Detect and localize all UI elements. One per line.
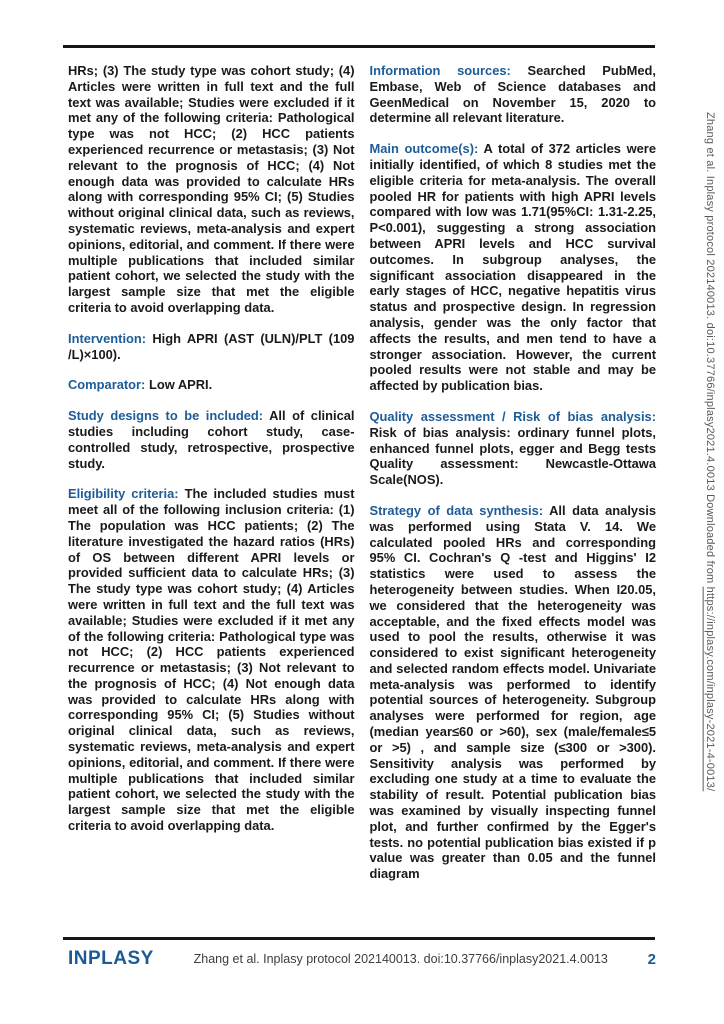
section-study-designs [68,408,355,471]
top-divider [63,45,655,48]
section-text: A total of 372 articles were initially identified, of which 8 studies met the eligible criteria for meta-analysis. The overall pooled HR for patients with high APRI levels compared with low was 1.71(95%CI: 1.31-2.25, P<0.001), suggesting a strong association between APRI levels and HCC survival outcomes. In subgroup analyses, the significant association disappeared in the early stages of HCC, negative hepatitis virus status and prospective design. In regression analysis, gender was the only factor that affects the results, and men tend to have a stronger association. However, the current pooled results were not stable and may be affected by publication bias. [369,141,656,394]
section-label: Information sources: [369,63,511,78]
vertical-citation-text: Zhang et al. Inplasy protocol 202140013. doi:10.37766/inplasy2021.4.0013 Downloaded from [704,112,716,587]
section-label: Strategy of data synthesis: [369,502,544,518]
page-number: 2 [647,950,656,968]
section-label: Eligibility criteria: [68,486,179,502]
bottom-divider [63,937,655,940]
section-information-sources [370,63,657,126]
section-text: High APRI (AST (ULN)/PLT (109 /L)×100). [68,330,355,362]
section-comparator [68,377,355,393]
page-footer [68,948,656,970]
section-strategy-data-synthesis [370,503,657,882]
section-eligibility-criteria [68,486,355,834]
right-column [370,63,657,882]
continuation-paragraph [68,63,355,316]
section-intervention [68,331,355,363]
section-text: Searched PubMed, Embase, Web of Science databases and GeenMedical on November 15, 2020 to determine all relevant literature. [369,63,656,126]
section-label: Study designs to be included: [68,408,264,424]
section-text: The included studies must meet all of the following inclusion criteria: (1) The population was HCC patients; (2) The literature investigated the hazard ratios (HRs) of OS between different APRI levels or provided sufficient data to calculate HRs; (3) The study type was cohort study; (4) Articles were written in full text and the full text was available; Studies were excluded if it met any of the following criteria: Pathological type was not HCC; (2) HCC patients experienced recurrence or metastasis; (3) Not relevant to the prognosis of HCC; (4) Not enough data was provided to calculate HRs along with corresponding 95% CI; (5) Studies without original clinical data, such as reviews, systematic reviews, meta-analysis and expert opinions, editorial, and comment. If there were multiple publications that included similar patient cohort, we selected the study with the largest sample size that met the eligible criteria to avoid overlapping data. [68,486,355,834]
section-label: Comparator: [68,377,146,393]
section-text: Risk of bias analysis: ordinary funnel plots, enhanced funnel plots, egger and Begg tests Quality assessment: Newcastle-Ottawa Scale(NOS). [369,424,656,488]
section-text: All of clinical studies including cohort study, case-controlled study, retrospective, prospective study. [68,408,355,471]
section-label: Intervention: [68,330,147,346]
page-content [68,63,656,882]
section-label: Quality assessment / Risk of bias analysis: [369,408,656,424]
section-text: Low APRI. [148,377,213,393]
footer-citation: Zhang et al. Inplasy protocol 202140013. doi:10.37766/inplasy2021.4.0013 [193,952,608,966]
inplasy-logo: INPLASY [68,948,154,969]
section-text: All data analysis was performed using Stata V. 14. We calculated pooled HRs and corresponding 95% CI. Cochran's Q -test and Higgins' I2 statistics were used to assess the heterogeneity between studies. When I20.05, we considered that the heterogeneity was acceptable, and the fixed effects model was used to pool the results, otherwise it was considered to exist significant heterogeneity and selected random effects model. Univariate meta-analysis was performed to identify potential sources of heterogeneity. Subgroup analyses were performed for region, age (median year≤60 or >60), sex (male/female≤5 or >5) , and sample size (≤300 or >300). Sensitivity analysis was performed by excluding one study at a time to evaluate the stability of result. Potential publication bias was examined by visually inspecting funnel plot, and further confirmed by the Egger's tests. no potential publication bias existed if p value was greater than 0.05 and the funnel diagram [369,502,656,882]
section-main-outcomes [370,141,657,394]
section-text: HRs; (3) The study type was cohort study; (4) Articles were written in full text and the full text was available; Studies were excluded if it met any of the following criteria: Pathological type was not HCC; (2) HCC patients experienced recurrence or metastasis; (3) Not relevant to the prognosis of HCC; (4) Not enough data was provided to calculate HRs along with corresponding 95% CI; (5) Studies without original clinical data, such as reviews, systematic reviews, meta-analysis and expert opinions, editorial, and comment. If there were multiple publications that included similar patient cohort, we selected the study with the largest sample size that met the eligible criteria to avoid overlapping data. [68,63,355,315]
left-column [68,63,355,882]
section-quality-assessment [370,409,657,488]
vertical-citation [702,112,718,791]
section-label: Main outcome(s): [369,141,479,157]
vertical-citation-link[interactable]: https://inplasy.com/inplasy-2021-4-0013/ [704,586,716,792]
